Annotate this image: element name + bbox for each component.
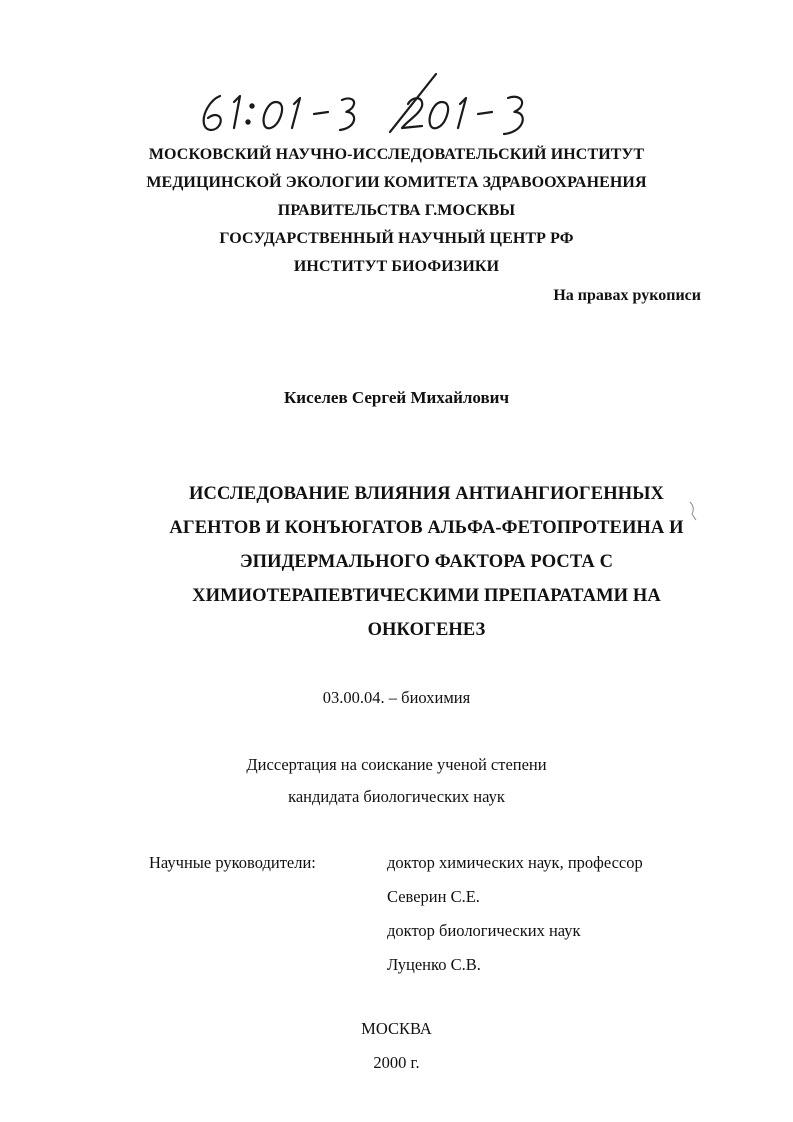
supervisors-label: Научные руководители:	[149, 853, 316, 872]
degree-line: кандидата биологических наук	[288, 787, 505, 806]
title-line: АГЕНТОВ И КОНЪЮГАТОВ АЛЬФА-ФЕТОПРОТЕИНА И	[169, 518, 684, 538]
supervisor-line: Северин С.Е.	[387, 887, 480, 906]
supervisor-line: Луценко С.В.	[387, 955, 481, 974]
title-line: ЭПИДЕРМАЛЬНОГО ФАКТОРА РОСТА С	[239, 552, 614, 572]
title-line: ХИМИОТЕРАПЕВТИЧЕСКИМИ ПРЕПАРАТАМИ НА	[192, 586, 661, 606]
title-line: ОНКОГЕНЕЗ	[367, 620, 486, 640]
supervisor-line: доктор биологических наук	[387, 921, 581, 940]
handwritten-archive-number	[190, 66, 550, 146]
institution-line: МЕДИЦИНСКОЙ ЭКОЛОГИИ КОМИТЕТА ЗДРАВООХРАНЕНИЯ	[146, 174, 647, 191]
city: МОСКВА	[361, 1019, 432, 1038]
institution-line: ГОСУДАРСТВЕННЫЙ НАУЧНЫЙ ЦЕНТР РФ	[219, 230, 574, 247]
specialty-code: 03.00.04. – биохимия	[322, 688, 471, 707]
manuscript-label: На правах рукописи	[553, 287, 701, 304]
year: 2000 г.	[373, 1053, 420, 1072]
degree-line: Диссертация на соискание ученой степени	[246, 755, 547, 774]
handwritten-archive-number-drawing	[190, 66, 550, 146]
supervisor-line: доктор химических наук, профессор	[387, 853, 643, 872]
institution-line: ИНСТИТУТ БИОФИЗИКИ	[293, 258, 500, 275]
institution-line: ПРАВИТЕЛЬСТВА Г.МОСКВЫ	[277, 202, 516, 219]
title-line: ИССЛЕДОВАНИЕ ВЛИЯНИЯ АНТИАНГИОГЕННЫХ	[189, 484, 664, 504]
institution-line: МОСКОВСКИЙ НАУЧНО-ИССЛЕДОВАТЕЛЬСКИЙ ИНСТИТУТ	[148, 146, 645, 163]
margin-mark	[688, 500, 702, 522]
author-name: Киселев Сергей Михайлович	[283, 388, 510, 407]
